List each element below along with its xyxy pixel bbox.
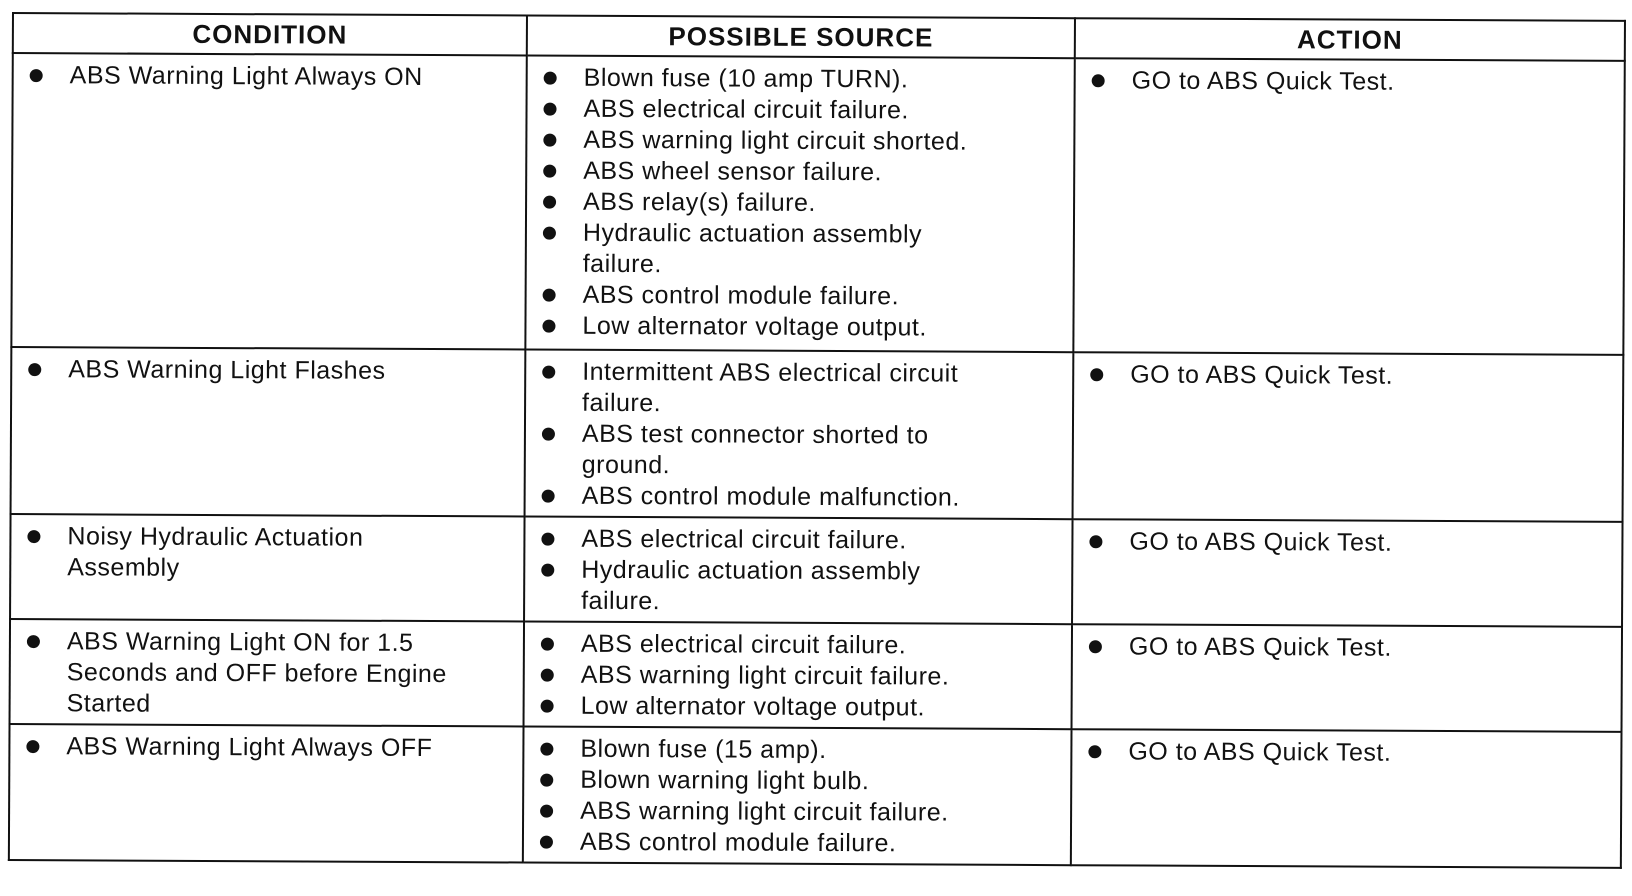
action-cell [1072,624,1623,732]
bullet-icon [542,320,555,333]
source-item [536,419,972,483]
bullet-icon [27,530,40,543]
diagnosis-sheet [8,12,1624,869]
source-text: Low alternator voltage output. [580,691,926,722]
bullet-icon [1089,535,1102,548]
table-row [10,619,1622,732]
source-item [534,765,1060,799]
action-cell [1071,729,1622,868]
source-text: Low alternator voltage output. [582,311,927,342]
diagnosis-table [8,12,1626,869]
condition-cell [10,619,525,727]
condition-cell [11,347,526,517]
action-cell [1072,519,1623,627]
bullet-icon [540,805,553,818]
bullet-icon [541,638,554,651]
source-item [536,481,972,514]
bullet-icon [1089,640,1102,653]
source-text: ABS warning light circuit shorted. [583,125,968,156]
source-text: ABS electrical circuit failure. [583,94,909,125]
bullet-icon [540,743,553,756]
source-item [537,280,973,313]
bullet-icon [541,533,554,546]
bullet-icon [543,196,556,209]
source-text: Blown fuse (10 amp TURN). [583,63,909,94]
source-item [536,357,972,421]
possible-source-cell [525,350,1074,520]
possible-source-cell [524,517,1073,625]
source-item [537,187,973,220]
source-text: Intermittent ABS electrical circuit failure. [582,357,959,418]
source-text: Hydraulic actuation assembly failure. [581,555,921,616]
source-item [535,629,1061,663]
bullet-icon [541,564,554,577]
action-item [1082,736,1610,770]
condition-text: Noisy Hydraulic Actuation Assembly [67,522,364,582]
condition-text: ABS Warning Light ON for 1.5 Seconds and OFF before Engine Started [66,627,447,718]
source-item [535,660,1061,694]
source-item [535,691,1061,725]
action-item [1084,359,1612,393]
table-row [11,53,1624,355]
source-item [537,218,973,282]
bullet-icon [542,428,555,441]
action-text: GO to ABS Quick Test. [1131,66,1395,96]
source-text: ABS warning light circuit failure. [580,796,949,827]
source-item [537,94,973,127]
action-item [1083,526,1611,560]
bullet-icon [540,836,553,849]
source-item [535,555,971,619]
possible-source-cell [525,56,1074,353]
source-text: ABS control module failure. [582,280,900,311]
table-row [11,347,1624,522]
source-text: Hydraulic actuation assembly failure. [582,218,923,279]
action-text: GO to ABS Quick Test. [1128,737,1392,767]
source-item [534,734,1060,768]
possible-source-header: POSSIBLE SOURCE [527,16,1075,59]
bullet-icon [543,227,556,240]
bullet-icon [26,740,39,753]
condition-item [21,521,403,585]
condition-header: CONDITION [13,13,527,56]
bullet-icon [542,366,555,379]
source-text: ABS test connector shorted to ground. [581,419,929,480]
bullet-icon [541,669,554,682]
condition-item [24,60,516,93]
bullet-icon [1092,74,1105,87]
source-text: ABS control module failure. [579,827,897,858]
action-item [1086,65,1614,99]
condition-item [20,731,512,764]
bullet-icon [543,134,556,147]
action-cell [1073,58,1624,355]
bullet-icon [542,490,555,503]
condition-cell [11,53,526,350]
condition-text: ABS Warning Light Always OFF [66,732,433,763]
source-item [536,311,972,344]
bullet-icon [1090,368,1103,381]
condition-item [21,626,483,721]
bullet-icon [1088,745,1101,758]
action-text: GO to ABS Quick Test. [1128,632,1392,662]
source-item [534,796,1060,830]
bullet-icon [28,363,41,376]
bullet-icon [543,165,556,178]
action-item [1083,631,1611,665]
action-text: GO to ABS Quick Test. [1129,527,1393,557]
source-item [535,524,971,557]
table-row [10,514,1622,627]
condition-text: ABS Warning Light Flashes [68,355,386,385]
source-text: ABS relay(s) failure. [583,187,816,217]
table-row [9,724,1622,868]
source-item [538,63,974,96]
bullet-icon [544,72,557,85]
bullet-icon [30,69,43,82]
condition-item [22,354,514,387]
possible-source-cell [523,727,1072,866]
possible-source-cell [524,622,1073,730]
bullet-icon [27,635,40,648]
source-text: ABS electrical circuit failure. [581,524,907,555]
source-text: Blown fuse (15 amp). [580,734,827,764]
action-text: GO to ABS Quick Test. [1130,360,1394,390]
source-item [534,827,1060,861]
source-text: ABS electrical circuit failure. [580,629,907,660]
condition-cell [10,514,525,622]
bullet-icon [543,289,556,302]
source-text: Blown warning light bulb. [580,765,870,796]
action-header: ACTION [1075,18,1625,61]
condition-cell [9,724,524,863]
source-item [537,125,973,158]
source-text: ABS control module malfunction. [581,481,960,512]
bullet-icon [540,774,553,787]
source-text: ABS wheel sensor failure. [583,156,883,187]
bullet-icon [541,700,554,713]
condition-text: ABS Warning Light Always ON [69,61,423,92]
bullet-icon [544,103,557,116]
source-item [537,156,973,189]
action-cell [1073,352,1624,522]
source-text: ABS warning light circuit failure. [580,660,950,691]
